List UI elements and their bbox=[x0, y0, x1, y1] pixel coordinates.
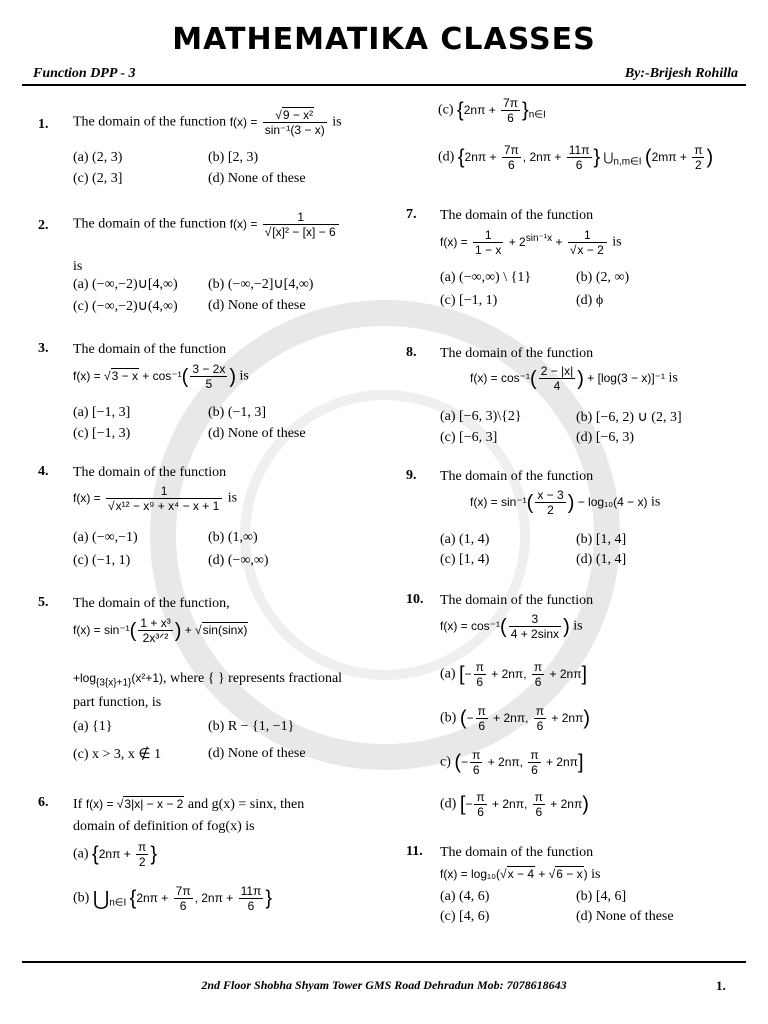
q1-stem: The domain of the function f(x) = $\frac{\text{√9 − x²}}{\text{sin⁻¹(3 − x)}}$ is bbox=[73, 108, 342, 137]
q7-stem: The domain of the function bbox=[440, 208, 594, 223]
q3-option-a[interactable]: (a) [−1, 3] bbox=[73, 405, 131, 420]
sheet-title: Function DPP - 3 bbox=[33, 66, 136, 81]
q5-number: 5. bbox=[38, 595, 49, 610]
q11-number: 11. bbox=[406, 844, 423, 859]
q5-option-d[interactable]: (d) None of these bbox=[208, 746, 306, 761]
q1-option-a[interactable]: (a) (2, 3) bbox=[73, 150, 123, 165]
q2-stem: The domain of the function f(x) = $\frac{1}{\text{√[x]² − [x] − 6}}$ bbox=[73, 210, 341, 239]
q10-option-a[interactable]: (a) [− $\frac{\pi}{6}$ + 2nπ, $\frac{\pi}{6}$ + 2nπ] bbox=[440, 660, 588, 689]
q10-option-b[interactable]: (b) (− $\frac{\pi}{6}$ + 2nπ, $\frac{\pi}{6}$ + 2nπ) bbox=[440, 704, 591, 733]
q5-formula: f(x) = sin⁻¹( $\frac{\text{1 + x³}}{\text{2x³ᐟ²}}$ ) + √sin(sinx) bbox=[73, 616, 248, 645]
q8-number: 8. bbox=[406, 345, 417, 360]
q5-line3: $+\log_{\{3\{x\}+1\}}(x^2+1)$, where { } represents fractional bbox=[73, 671, 343, 689]
q2-option-d[interactable]: (d) None of these bbox=[208, 298, 306, 313]
q3-stem: The domain of the function bbox=[73, 342, 227, 357]
q4-stem: The domain of the function bbox=[73, 465, 227, 480]
q8-formula: f(x) = cos⁻¹( $\frac{2 - |x|}{4}$ ) + [log(3 − x)]⁻¹ is bbox=[470, 364, 678, 393]
q11-option-d[interactable]: (d) None of these bbox=[576, 909, 674, 924]
q10-number: 10. bbox=[406, 592, 424, 607]
q10-stem: The domain of the function bbox=[440, 593, 594, 608]
header-rule bbox=[22, 84, 746, 86]
q11-stem: The domain of the function bbox=[440, 845, 594, 860]
q2-option-a[interactable]: (a) (−∞,−2)∪[4,∞) bbox=[73, 277, 178, 292]
q8-option-a[interactable]: (a) [−6, 3)\{2} bbox=[440, 409, 522, 424]
q4-option-c[interactable]: (c) (−1, 1) bbox=[73, 553, 131, 568]
q7-option-a[interactable]: (a) (−∞,∞) \ {1} bbox=[440, 270, 532, 285]
q3-formula: f(x) = √3 − x + cos⁻¹( $\frac{3 - 2x}{5}$ ) is bbox=[73, 362, 249, 391]
q9-option-d[interactable]: (d) (1, 4] bbox=[576, 552, 627, 567]
q9-option-b[interactable]: (b) [1, 4] bbox=[576, 532, 627, 547]
q4-formula: f(x) = $\frac{1}{\text{√x¹² − x⁹ + x⁴ − x + 1}}$ is bbox=[73, 484, 238, 513]
q6-option-b[interactable]: (b) $⋃_{n\in I}$ {2nπ + $\frac{7\pi}{6}$ , 2nπ + $\frac{11\pi}{6}$ } bbox=[73, 884, 273, 913]
q10-option-d[interactable]: (d) [− $\frac{\pi}{6}$ + 2nπ, $\frac{\pi}{6}$ + 2nπ) bbox=[440, 790, 589, 819]
q7-formula: f(x) = $\frac{1}{1 - x}$ + $2^{sin^{-1}x}$ + $\frac{1}{√x - 2}$ is bbox=[440, 228, 622, 257]
q6-option-a[interactable]: (a) {2nπ + $\frac{\pi}{2}$ } bbox=[73, 840, 158, 869]
q9-formula: f(x) = sin⁻¹( $\frac{x - 3}{2}$ ) − log₁₀(4 − x) is bbox=[470, 488, 661, 517]
q3-option-b[interactable]: (b) (−1, 3] bbox=[208, 405, 267, 420]
page-number: 1. bbox=[716, 978, 726, 993]
q7-option-d[interactable]: (d) ϕ bbox=[576, 293, 604, 308]
q4-option-b[interactable]: (b) (1,∞) bbox=[208, 530, 258, 545]
footer-rule bbox=[22, 961, 746, 963]
q8-option-b[interactable]: (b) [−6, 2) ∪ (2, 3] bbox=[576, 410, 682, 425]
q1-option-d[interactable]: (d) None of these bbox=[208, 171, 306, 186]
q1-number: 1. bbox=[38, 117, 49, 132]
q4-option-a[interactable]: (a) (−∞,−1) bbox=[73, 530, 138, 545]
q4-option-d[interactable]: (d) (−∞,∞) bbox=[208, 553, 269, 568]
q3-option-d[interactable]: (d) None of these bbox=[208, 426, 306, 441]
q10-option-c[interactable]: c) (− $\frac{\pi}{6}$ + 2nπ, $\frac{\pi}{6}$ + 2nπ] bbox=[440, 748, 584, 777]
q6-stem-2: domain of definition of fog(x) is bbox=[73, 819, 255, 834]
author: By:-Brijesh Rohilla bbox=[624, 66, 738, 81]
q9-option-c[interactable]: (c) [1, 4) bbox=[440, 552, 490, 567]
q9-option-a[interactable]: (a) (1, 4) bbox=[440, 532, 490, 547]
q11-formula: f(x) = log₁₀(√x − 4 + √6 − x) is bbox=[440, 867, 601, 882]
q9-number: 9. bbox=[406, 468, 417, 483]
q5-option-a[interactable]: (a) {1} bbox=[73, 719, 113, 734]
footer-address: 2nd Floor Shobha Shyam Tower GMS Road Dehradun Mob: 7078618643 bbox=[201, 978, 567, 992]
q7-option-b[interactable]: (b) (2, ∞) bbox=[576, 270, 630, 285]
q4-number: 4. bbox=[38, 464, 49, 479]
q6-stem: If f(x) = √3|x| − x − 2 and g(x) = sinx, then bbox=[73, 797, 305, 812]
q9-stem: The domain of the function bbox=[440, 469, 594, 484]
q5-option-c[interactable]: (c) x > 3, x ∉ 1 bbox=[73, 747, 162, 762]
q3-option-c[interactable]: (c) [−1, 3) bbox=[73, 426, 131, 441]
q11-option-c[interactable]: (c) [4, 6) bbox=[440, 909, 490, 924]
q1-option-b[interactable]: (b) [2, 3) bbox=[208, 150, 259, 165]
q11-option-a[interactable]: (a) (4, 6) bbox=[440, 889, 490, 904]
q6-option-d[interactable]: (d) {2nπ + $\frac{7\pi}{6}$ , 2nπ + $\frac{11\pi}{6}$ } $⋃_{n,m\in I}$ (2mπ + $\frac{\pi}{2}$ ) bbox=[438, 143, 714, 172]
q2-option-b[interactable]: (b) (−∞,−2]∪[4,∞) bbox=[208, 277, 314, 292]
q11-option-b[interactable]: (b) [4, 6] bbox=[576, 889, 627, 904]
q6-option-c[interactable]: (c) {2nπ + $\frac{7\pi}{6}$ }$_{n\in I}$ bbox=[438, 96, 546, 125]
q2-number: 2. bbox=[38, 218, 49, 233]
q5-line4: part function, is bbox=[73, 695, 162, 710]
q8-stem: The domain of the function bbox=[440, 346, 594, 361]
brand-title: MATHEMATIKA CLASSES bbox=[172, 22, 596, 57]
q8-option-c[interactable]: (c) [−6, 3] bbox=[440, 430, 498, 445]
q1-option-c[interactable]: (c) (2, 3] bbox=[73, 171, 123, 186]
q5-option-b[interactable]: (b) R − {1, −1} bbox=[208, 719, 295, 734]
q6-number: 6. bbox=[38, 795, 49, 810]
q7-option-c[interactable]: (c) [−1, 1) bbox=[440, 293, 498, 308]
q7-number: 7. bbox=[406, 207, 417, 222]
q3-number: 3. bbox=[38, 341, 49, 356]
q2-is: is bbox=[73, 259, 83, 274]
q8-option-d[interactable]: (d) [−6, 3) bbox=[576, 430, 635, 445]
q2-option-c[interactable]: (c) (−∞,−2)∪(4,∞) bbox=[73, 299, 178, 314]
q10-formula: f(x) = cos⁻¹( $\frac{3}{4 + 2\sin x}$ ) is bbox=[440, 612, 583, 641]
q5-stem: The domain of the function, bbox=[73, 596, 230, 611]
